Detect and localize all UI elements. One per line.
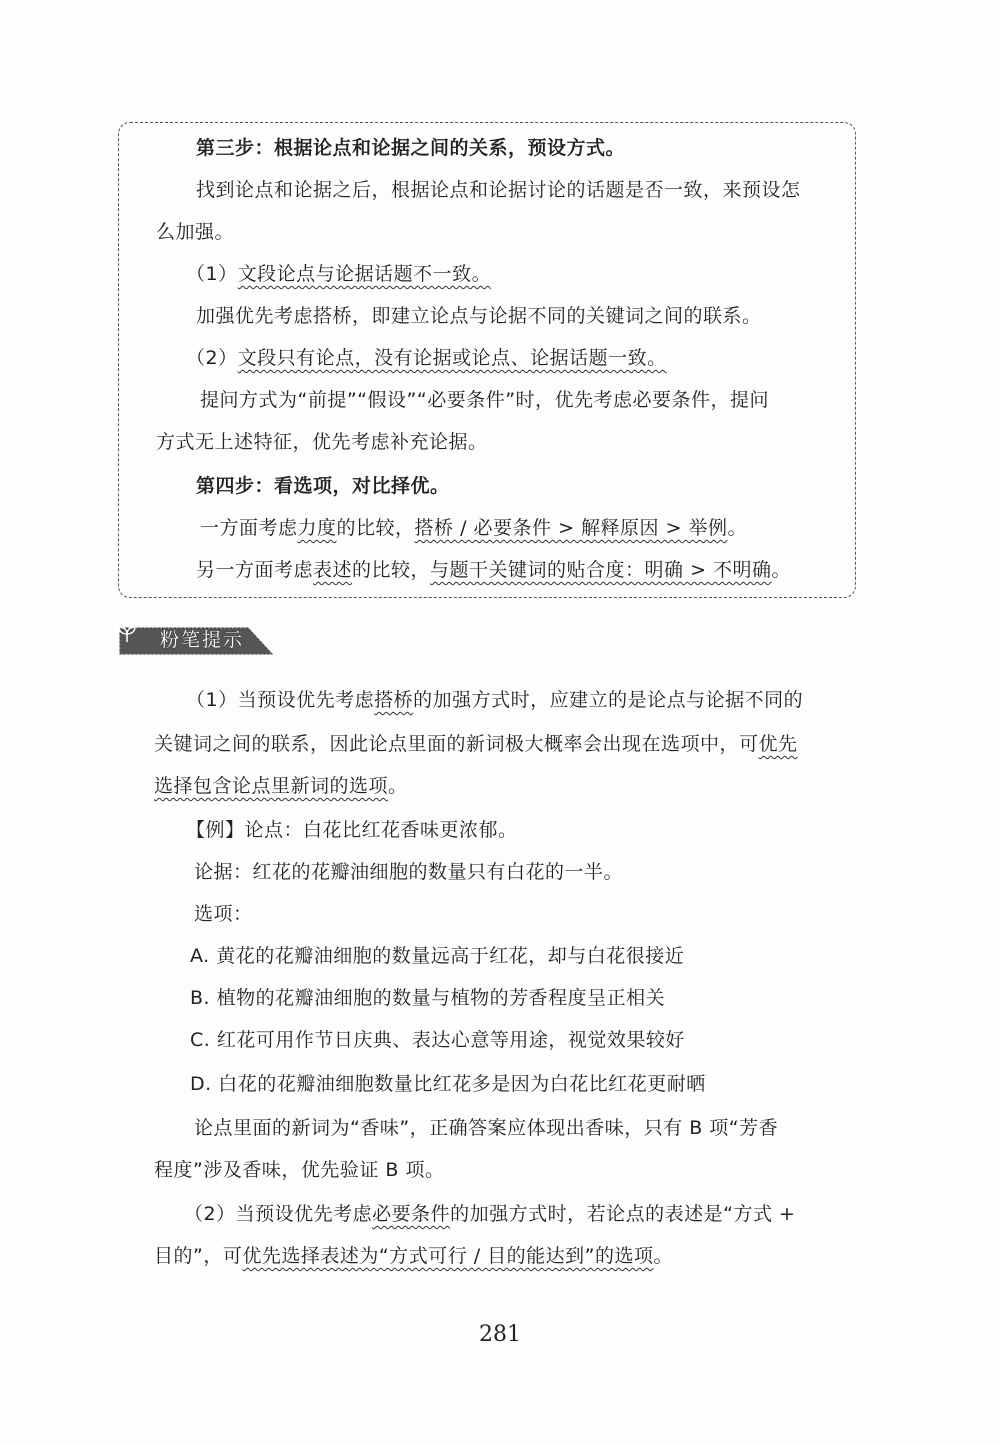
point1-bridge: 搭桥: [374, 689, 414, 711]
point1-line1-a: （1）当预设优先考虑: [186, 689, 375, 711]
page-number: 281: [479, 1322, 521, 1347]
point1-line3: [154, 772, 408, 800]
step4-line1-force: 力度: [297, 517, 337, 539]
step4-line2: [196, 556, 791, 584]
step4-line2-c: 的比较，: [352, 559, 431, 581]
option-a: A. 黄花的花瓣油细胞的数量远高于红花，却与白花很接近: [190, 945, 685, 967]
tip-label: 粉笔提示: [160, 629, 245, 651]
options-label: 选项：: [194, 903, 253, 925]
step3-para-line1: 找到论点和论据之后，根据论点和论据讨论的话题是否一致，来预设怎: [196, 179, 801, 201]
case2-text: 文段只有论点，没有论据或论点、论据话题一致。: [237, 347, 667, 369]
point1-line1: [186, 686, 803, 714]
point2-necessary-condition: 必要条件: [372, 1203, 451, 1225]
step4-line1: [200, 514, 747, 542]
case1: [186, 260, 491, 288]
option-d: D. 白花的花瓣油细胞数量比红花多是因为白花比红花更耐晒: [190, 1073, 706, 1095]
step4-line2-a: 另一方面考虑: [196, 559, 314, 581]
step4-line2-e: 。: [771, 559, 792, 581]
option-c: C. 红花可用作节日庆典、表达心意等用途，视觉效果较好: [190, 1029, 685, 1051]
step4-line2-fit: 与题干关键词的贴合度：明确 > 不明确: [430, 559, 772, 581]
point2-line2-end: 。: [653, 1245, 674, 1267]
point1-choose-option: 选择包含论点里新词的选项: [154, 775, 389, 797]
step4-line1-e: 。: [727, 517, 748, 539]
point2-line1-a: （2）当预设优先考虑: [184, 1203, 373, 1225]
step3-para-line2: 么加强。: [156, 221, 235, 243]
point1-line2: [154, 730, 798, 758]
step4-line1-a: 一方面考虑: [200, 517, 298, 539]
tip-banner: [116, 624, 274, 656]
case2-desc-line2: 方式无上述特征，优先考虑补充论据。: [156, 431, 488, 453]
point2-line2: [154, 1242, 673, 1270]
point2-line2-a: 目的”，可: [154, 1245, 243, 1267]
point1-priority: 优先: [758, 733, 798, 755]
step4-line1-ranking: 搭桥 / 必要条件 > 解释原因 > 举例: [414, 517, 728, 539]
point2-line1: [184, 1200, 795, 1228]
case1-text: 文段论点与论据话题不一致。: [237, 263, 492, 285]
analysis-line1: 论点里面的新词为“香味”，正确答案应体现出香味，只有 B 项“芳香: [194, 1117, 779, 1139]
step4-title: 第四步：看选项，对比择优。: [196, 475, 450, 497]
leaf-icon: [116, 624, 138, 644]
example-evidence: 论据：红花的花瓣油细胞的数量只有白花的一半。: [194, 861, 624, 883]
case2: [186, 344, 667, 372]
case1-number: （1）: [186, 263, 238, 285]
case2-number: （2）: [186, 347, 238, 369]
point1-line3-end: 。: [388, 775, 408, 797]
example-claim: 【例】论点：白花比红花香味更浓郁。: [186, 819, 518, 841]
point2-choose-option: 优先选择表述为“方式可行 / 目的能达到”的选项: [242, 1245, 654, 1267]
step3-title: 第三步：根据论点和论据之间的关系，预设方式。: [196, 137, 626, 159]
step4-line1-c: 的比较，: [336, 517, 415, 539]
step4-line2-expression: 表述: [313, 559, 353, 581]
option-b: B. 植物的花瓣油细胞的数量与植物的芳香程度呈正相关: [190, 987, 666, 1009]
point2-line1-c: 的加强方式时，若论点的表述是“方式 +: [450, 1203, 796, 1225]
case1-description: 加强优先考虑搭桥，即建立论点与论据不同的关键词之间的联系。: [196, 305, 762, 327]
point1-line1-c: 的加强方式时，应建立的是论点与论据不同的: [413, 689, 804, 711]
case2-desc-line1: 提问方式为“前提”“假设”“必要条件”时，优先考虑必要条件，提问: [200, 389, 770, 411]
analysis-line2: 程度”涉及香味，优先验证 B 项。: [154, 1159, 445, 1181]
point1-line2-a: 关键词之间的联系，因此论点里面的新词极大概率会出现在选项中，可: [154, 733, 759, 755]
